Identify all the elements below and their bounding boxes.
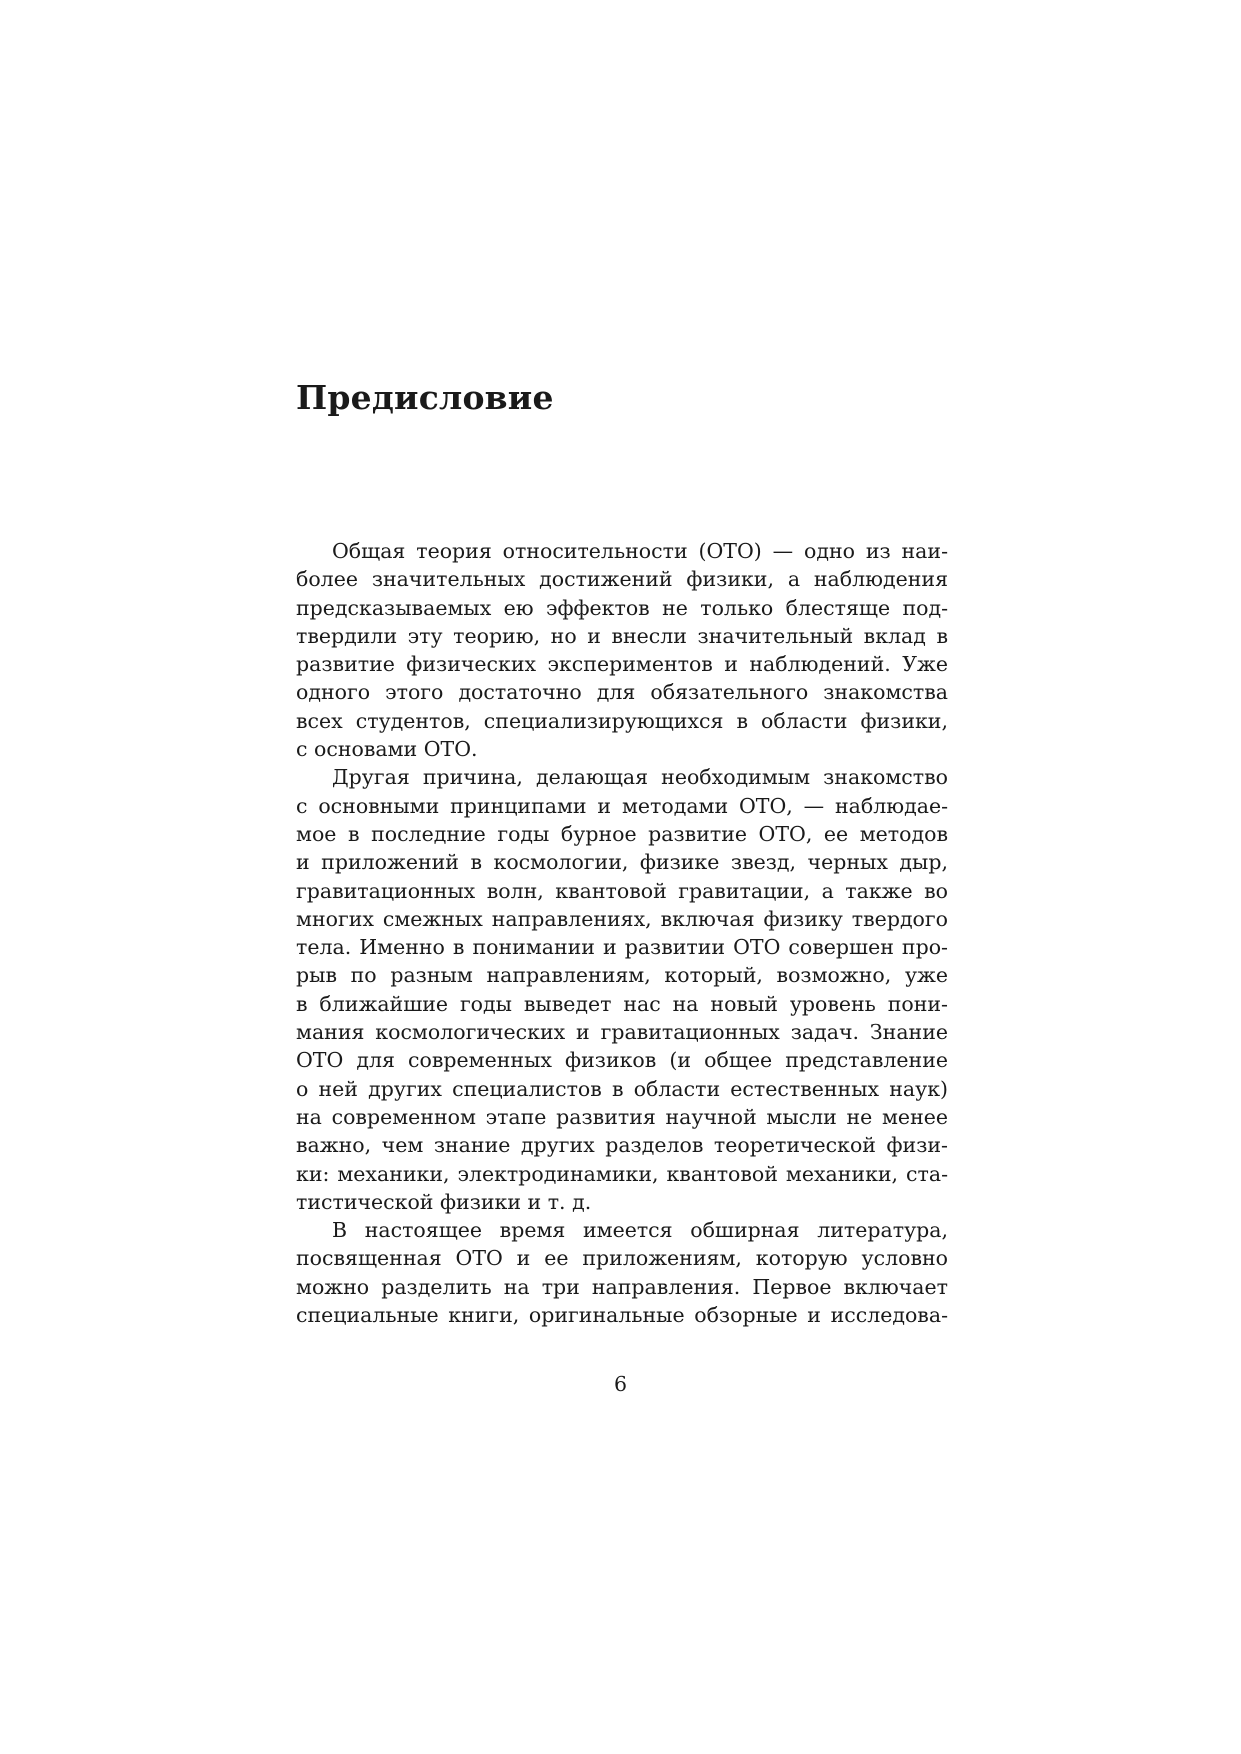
text-line: предсказываемых ею эффектов не только блестяще под- [296, 595, 948, 620]
text-line: мое в последние годы бурное развитие ОТО, ее методов [296, 821, 948, 846]
text-line: можно разделить на три направления. Первое включает [296, 1274, 948, 1299]
text-line: развитие физических экспериментов и наблюдений. Уже [296, 652, 948, 677]
text-line: в ближайшие годы выведет нас на новый уровень пони- [296, 991, 948, 1016]
text-line: Другая причина, делающая необходимым знакомство [332, 765, 948, 790]
text-line: о ней других специалистов в области естественных наук) [296, 1076, 948, 1101]
text-line: ки: механики, электродинамики, квантовой механики, ста- [296, 1161, 948, 1186]
page-number: 6 [613, 1372, 628, 1396]
text-line: рыв по разным направлениям, который, возможно, уже [296, 963, 948, 988]
text-line: В настоящее время имеется обширная литература, [332, 1218, 948, 1243]
text-line: с основами ОТО. [296, 737, 478, 762]
text-line: на современном этапе развития научной мысли не менее [296, 1104, 948, 1129]
text-line: всех студентов, специализирующихся в области физики, [296, 708, 948, 733]
body-text [296, 537, 948, 1329]
text-line: твердили эту теорию, но и внесли значительный вклад в [296, 623, 948, 648]
paragraph-3 [296, 1216, 948, 1329]
text-line: одного этого достаточно для обязательного знакомства [296, 680, 948, 705]
text-line: мания космологических и гравитационных задач. Знание [296, 1020, 948, 1045]
text-line: с основными принципами и методами ОТО, — наблюдае- [296, 793, 948, 818]
paragraph-2 [296, 763, 948, 1216]
text-line: тистической физики и т. д. [296, 1189, 592, 1214]
text-line: и приложений в космологии, физике звезд, черных дыр, [296, 850, 948, 875]
text-line: Общая теория относительности (ОТО) — одно из наи- [332, 539, 948, 563]
paragraph-1 [296, 537, 948, 763]
text-line: более значительных достижений физики, а наблюдения [296, 567, 948, 592]
text-line: специальные книги, оригинальные обзорные и исследова- [296, 1303, 948, 1328]
text-line: гравитационных волн, квантовой гравитации, а также во [296, 878, 948, 903]
chapter-title: Предисловие [296, 378, 554, 417]
text-line: ОТО для современных физиков (и общее представление [296, 1048, 948, 1073]
text-line: многих смежных направлениях, включая физику твердого [296, 906, 948, 931]
text-line: важно, чем знание других разделов теоретической физи- [296, 1133, 948, 1158]
text-line: посвященная ОТО и ее приложениям, которую условно [296, 1246, 948, 1271]
text-line: тела. Именно в понимании и развитии ОТО совершен про- [296, 935, 948, 960]
